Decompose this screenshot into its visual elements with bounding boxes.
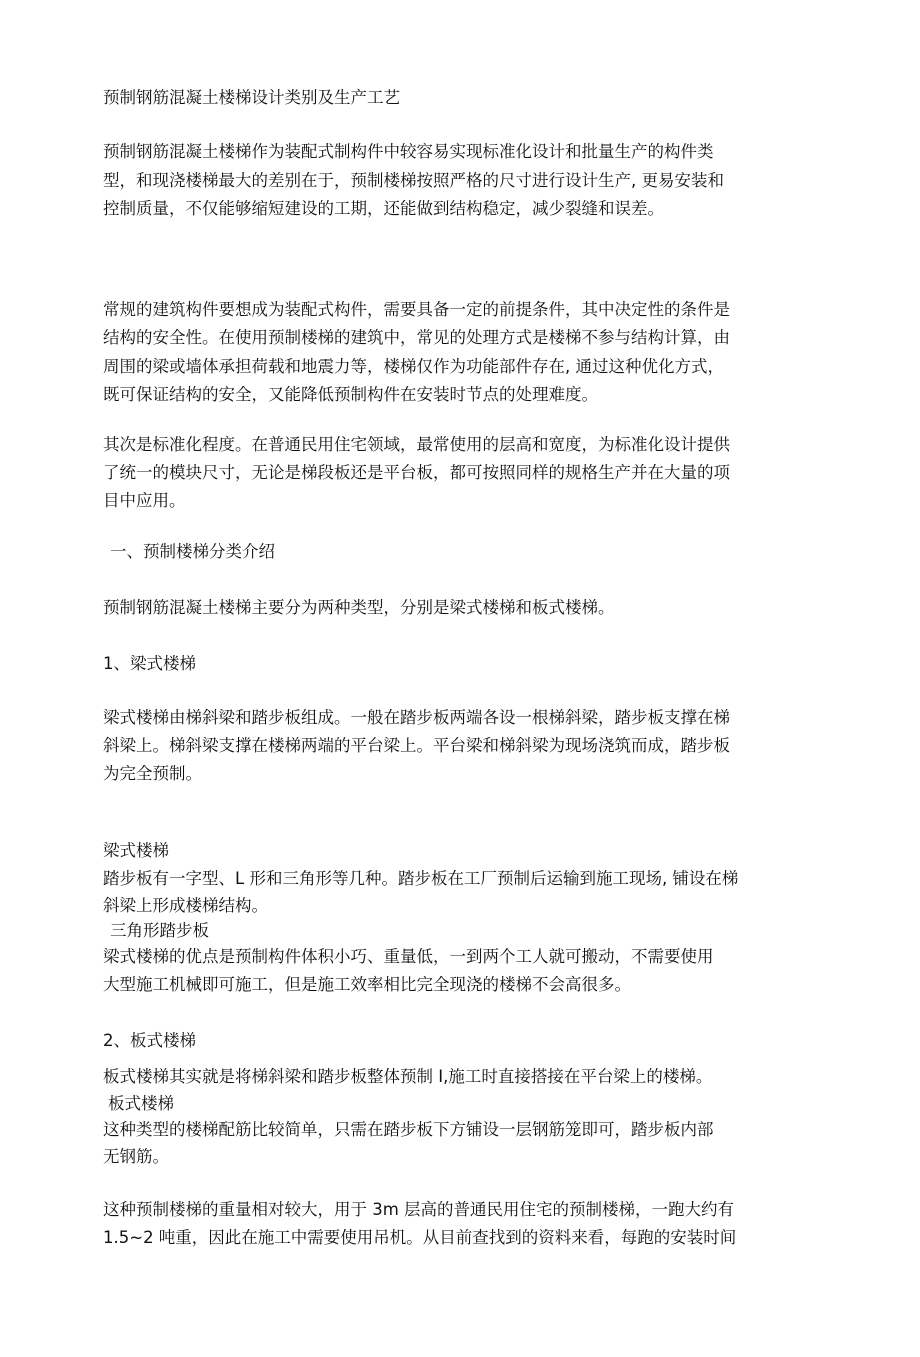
conditions-line-3: 周围的梁或墙体承担荷载和地震力等，楼梯仅作为功能部件存在, 通过这种优化方式， [103,357,724,376]
intro-line-3: 控制质量，不仅能够缩短建设的工期，还能做到结构稳定，减少裂缝和误差。 [103,199,664,218]
sub2-heading: 2、板式楼梯 [103,1031,196,1050]
sub1-adv-line-2: 大型施工机械即可施工，但是施工效率相比完全现浇的楼梯不会高很多。 [103,975,631,994]
intro-line-1: 预制钢筋混凝土楼梯作为装配式制构件中较容易实现标准化设计和批量生产的构件类 [103,142,714,161]
conditions-line-1: 常规的建筑构件要想成为装配式构件，需要具备一定的前提条件，其中决定性的条件是 [103,300,730,319]
sub1-caption: 梁式楼梯 [103,841,169,860]
sub2-rebar-line-2: 无钢筋。 [103,1147,169,1166]
sub2-caption: 板式楼梯 [108,1094,174,1113]
conditions-line-2: 结构的安全性。在使用预制楼梯的建筑中，常见的处理方式是楼梯不参与结构计算，由 [103,328,730,347]
document-title: 预制钢筋混凝土楼梯设计类别及生产工艺 [103,88,400,107]
section1-intro: 预制钢筋混凝土楼梯主要分为两种类型，分别是梁式楼梯和板式楼梯。 [103,598,615,617]
intro-line-2: 型，和现浇楼梯最大的差别在于，预制楼梯按照严格的尺寸进行设计生产, 更易安装和 [103,171,724,190]
sub2-rebar-line-1: 这种类型的楼梯配筋比较简单，只需在踏步板下方铺设一层钢筋笼即可，踏步板内部 [103,1120,714,1139]
conditions-line-4: 既可保证结构的安全，又能降低预制构件在安装时节点的处理难度。 [103,385,598,404]
sub1-caption-2: 三角形踏步板 [110,921,209,940]
sub1-heading: 1、梁式楼梯 [103,654,196,673]
sub1-steps-line-2: 斜梁上形成楼梯结构。 [103,896,268,915]
standard-line-3: 目中应用。 [103,491,186,510]
standard-line-2: 了统一的模块尺寸，无论是梯段板还是平台板，都可按照同样的规格生产并在大量的项 [103,463,730,482]
sub1-adv-line-1: 梁式楼梯的优点是预制构件体积小巧、重量低，一到两个工人就可搬动，不需要使用 [103,947,714,966]
sub2-weight-line-1: 这种预制楼梯的重量相对较大，用于 3m 层高的普通民用住宅的预制楼梯，一跑大约有 [103,1200,735,1219]
sub1-para-line-3: 为完全预制。 [103,764,202,783]
sub1-para-line-1: 梁式楼梯由梯斜梁和踏步板组成。一般在踏步板两端各设一根梯斜梁，踏步板支撑在梯 [103,708,730,727]
standard-line-1: 其次是标准化程度。在普通民用住宅领域，最常使用的层高和宽度，为标准化设计提供 [103,435,730,454]
section1-heading: 一、预制楼梯分类介绍 [110,542,275,561]
sub1-para-line-2: 斜梁上。梯斜梁支撑在楼梯两端的平台梁上。平台梁和梯斜梁为现场浇筑而成，踏步板 [103,736,730,755]
sub2-weight-line-2: 1.5~2 吨重，因此在施工中需要使用吊机。从目前查找到的资料来看，每跑的安装时间 [103,1228,737,1247]
sub1-steps-line-1: 踏步板有一字型、L 形和三角形等几种。踏步板在工厂预制后运输到施工现场, 铺设在梯 [103,869,739,888]
sub2-para: 板式楼梯其实就是将梯斜梁和踏步板整体预制 I,施工时直接搭接在平台梁上的楼梯。 [103,1067,713,1086]
